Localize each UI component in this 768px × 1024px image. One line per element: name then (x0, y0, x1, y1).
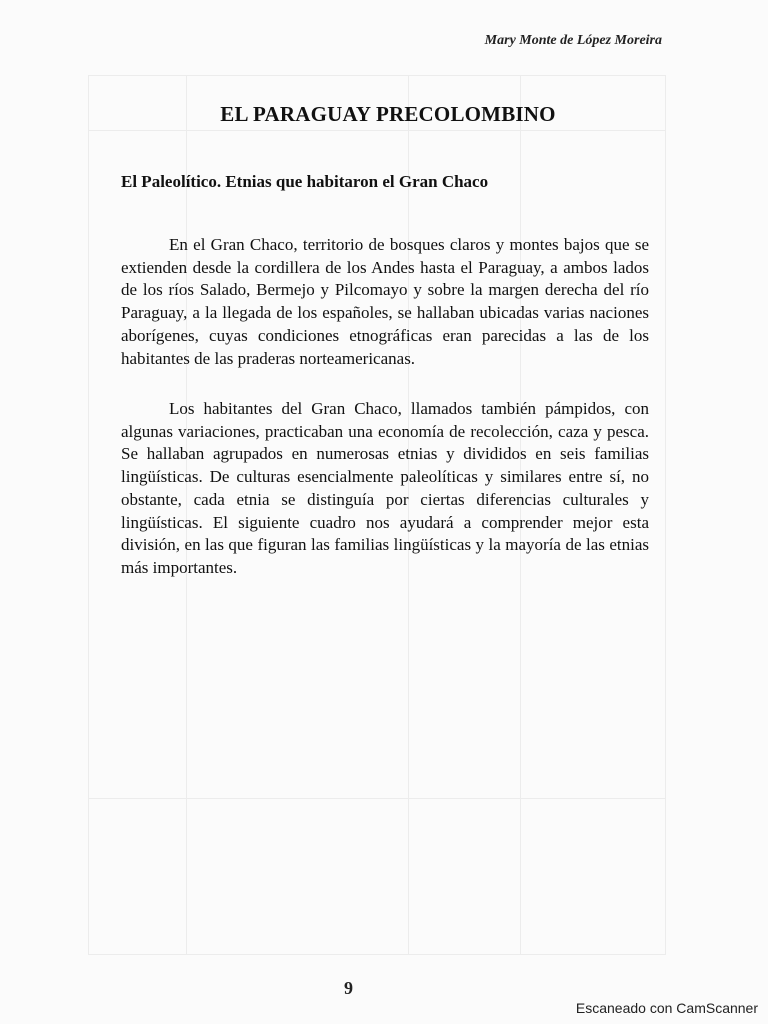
body-paragraph: En el Gran Chaco, territorio de bosques claros y montes bajos que se extienden desde la cordillera de los Andes hasta el Paraguay, a ambos lados de los ríos Salado, Bermejo y Pilcomayo y sobre la margen derecha del río Paraguay, a la llegada de los españoles, se hallaban ubicadas varias naciones aborígenes, cuyas condiciones etnográficas eran parecidas a las de los habitantes de las praderas norteamericanas. (121, 235, 649, 368)
show-through-line (88, 130, 666, 131)
section-subtitle: El Paleolítico. Etnias que habitaron el Gran Chaco (121, 172, 489, 191)
page-number: 9 (344, 978, 353, 996)
show-through-line (88, 798, 666, 799)
running-head-author: Mary Monte de López Moreira (484, 33, 662, 48)
scanner-watermark: Escaneado con CamScanner (575, 1000, 758, 1016)
chapter-title: EL PARAGUAY PRECOLOMBINO (220, 102, 556, 126)
body-paragraph: Los habitantes del Gran Chaco, llamados también pámpidos, con algunas variaciones, practicaban una economía de recolección, caza y pesca. Se hallaban agrupados en numerosas etnias y divididos en seis familias lingüísticas. De culturas esencialmente paleolíticas y similares entre sí, no obstante, cada etnia se distinguía por ciertas diferencias culturales y lingüísticas. El siguiente cuadro nos ayudará a comprender mejor esta división, en las que figuran las familias lingüísticas y la mayoría de las etnias más importantes. (121, 399, 649, 577)
